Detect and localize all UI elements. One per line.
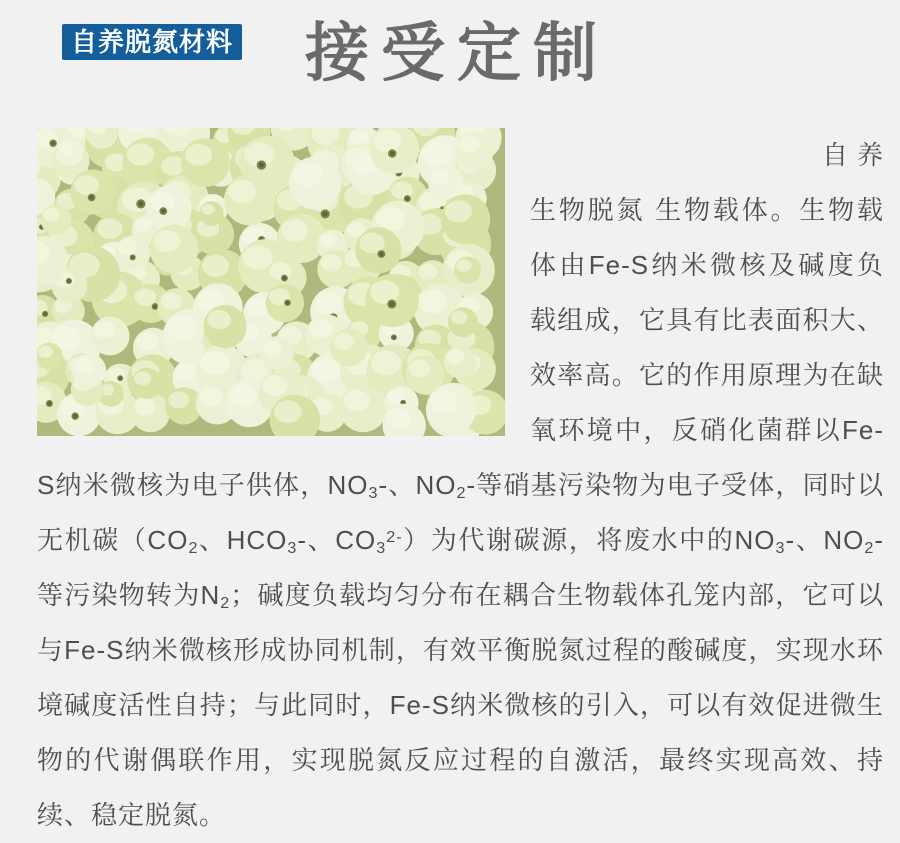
- page-title: 接受定制: [305, 18, 609, 89]
- page-header: [0, 0, 900, 90]
- category-badge: 自养脱氮材料: [62, 24, 242, 60]
- description-paragraph: 自养生物脱氮 生物载体。生物载体由Fe-S纳米微核及碱度负载组成，它具有比表面积大、效率高。它的作用原理为在缺氧环境中，反硝化菌群以Fe-S纳米微核为电子供体，$NO_3-$、$NO_2-$等硝基污染物为电子受体，同时以无机碳（$CO_2$、$HCO_3-$、$CO_3^{2-}$）为代谢碳源，将废水中的$NO_3-$、$NO_2-$等污染物转为$N_2$；碱度负载均匀分布在耦合生物载体孔笼内部，它可以与Fe-S纳米微核形成协同机制，有效平衡脱氮过程的酸碱度，实现水环境碱度活性自持；与此同时，Fe-S纳米微核的引入，可以有效促进微生物的代谢偶联作用，实现脱氮反应过程的自激活，最终实现高效、持续、稳定脱氮。: [37, 140, 884, 830]
- product-photo: [37, 128, 505, 436]
- bead-carrier-image: [37, 128, 505, 436]
- content-area: [0, 128, 900, 843]
